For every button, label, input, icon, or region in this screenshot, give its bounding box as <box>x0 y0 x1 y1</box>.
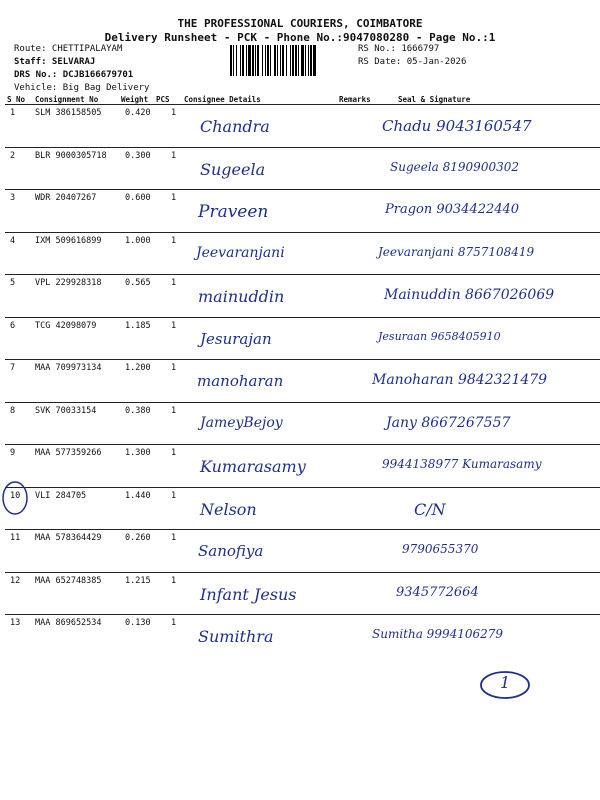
consignee-name: JameyBejoy <box>200 414 283 431</box>
consignment-number: VPL 229928318 <box>35 278 102 288</box>
signature: C/N <box>414 499 446 519</box>
route-label: Route: CHETTIPALAYAM <box>14 44 123 54</box>
row-weight: 1.200 <box>125 363 151 373</box>
row-weight: 1.185 <box>125 320 151 331</box>
signature: Jesuraan 9658405910 <box>378 329 501 343</box>
signature: Sumitha 9994106279 <box>372 627 504 641</box>
signature: Chadu 9043160547 <box>382 117 532 135</box>
consignee-name: Nelson <box>200 499 257 519</box>
row-sno: 2 <box>10 150 16 161</box>
row-sno: 3 <box>10 193 16 203</box>
row-weight: 0.565 <box>125 278 151 288</box>
consignee-name: Kumarasamy <box>200 457 306 476</box>
consignment-number: WDR 20407267 <box>35 193 97 203</box>
row-divider <box>5 529 600 530</box>
col-consignment: Consignment No <box>35 95 99 104</box>
signature: 9944138977 Kumarasamy <box>382 457 542 471</box>
consignment-number: SLM 386158505 <box>35 108 102 118</box>
row-pcs: 1 <box>171 618 177 628</box>
row-pcs: 1 <box>171 363 177 373</box>
consignment-number: SVK 70033154 <box>35 405 97 416</box>
circle-mark-icon <box>0 478 32 518</box>
rs-number: RS No.: 1666797 <box>358 44 440 54</box>
staff-label: Staff: SELVARAJ <box>14 57 96 67</box>
consignee-name: Infant Jesus <box>200 584 297 604</box>
row-weight: 1.215 <box>125 575 151 586</box>
row-sno: 10 <box>10 490 21 501</box>
row-sno: 7 <box>10 363 16 373</box>
consignment-number: MAA 577359266 <box>35 448 102 458</box>
signature: 9345772664 <box>396 584 479 600</box>
row-divider <box>5 317 600 318</box>
col-pcs: PCS <box>156 95 170 104</box>
col-signature: Seal & Signature <box>398 95 471 104</box>
row-sno: 1 <box>10 108 16 118</box>
row-divider <box>5 444 600 445</box>
page-mark: 1 <box>500 673 511 692</box>
row-pcs: 1 <box>171 278 177 288</box>
signature: Mainuddin 8667026069 <box>384 287 555 303</box>
row-divider <box>5 402 600 403</box>
row-weight: 1.440 <box>125 490 151 501</box>
row-sno: 9 <box>10 448 16 458</box>
row-divider <box>5 147 600 148</box>
row-divider <box>5 614 600 615</box>
consignee-name: Chandra <box>200 117 270 136</box>
consignee-name: Sanofiya <box>198 542 264 560</box>
row-pcs: 1 <box>171 533 177 543</box>
row-pcs: 1 <box>171 193 177 203</box>
row-weight: 0.380 <box>125 405 151 416</box>
row-pcs: 1 <box>171 405 177 416</box>
row-sno: 6 <box>10 320 16 331</box>
row-weight: 1.000 <box>125 235 151 246</box>
row-divider <box>5 487 600 488</box>
row-pcs: 1 <box>171 575 177 586</box>
row-weight: 0.300 <box>125 150 151 161</box>
runsheet-subtitle: Delivery Runsheet - PCK - Phone No.:9047080280 - Page No.:1 <box>104 31 496 44</box>
signature: Jeevaranjani 8757108419 <box>378 244 535 259</box>
consignee-name: Praveen <box>198 202 269 222</box>
signature: Sugeela 8190900302 <box>390 159 519 174</box>
col-sno: S No <box>7 95 26 104</box>
col-remarks: Remarks <box>339 95 371 104</box>
consignee-name: Jeevaranjani <box>196 244 285 261</box>
consignment-number: TCG 42098079 <box>35 320 97 331</box>
row-sno: 8 <box>10 405 16 416</box>
col-consignee: Consignee Details <box>184 95 261 104</box>
row-pcs: 1 <box>171 490 177 501</box>
row-divider <box>5 359 600 360</box>
runsheet-title: THE PROFESSIONAL COURIERS, COIMBATORE <box>177 17 423 30</box>
signature: 9790655370 <box>402 542 479 556</box>
row-weight: 0.600 <box>125 193 151 203</box>
consignment-number: MAA 869652534 <box>35 618 102 628</box>
signature: Pragon 9034422440 <box>385 202 520 217</box>
consignment-number: MAA 578364429 <box>35 533 102 543</box>
consignment-number: VLI 284705 <box>35 490 87 501</box>
barcode-icon <box>230 45 355 76</box>
row-sno: 4 <box>10 235 16 246</box>
row-weight: 0.260 <box>125 533 151 543</box>
consignee-name: Sumithra <box>198 627 274 646</box>
signature: Jany 8667267557 <box>386 414 511 431</box>
row-divider <box>5 274 600 275</box>
row-pcs: 1 <box>171 235 177 246</box>
row-divider <box>5 232 600 233</box>
consignment-number: BLR 9000305718 <box>35 150 107 161</box>
row-pcs: 1 <box>171 108 177 118</box>
row-pcs: 1 <box>171 150 177 161</box>
vehicle-label: Vehicle: Big Bag Delivery <box>14 83 150 93</box>
row-sno: 12 <box>10 575 21 586</box>
consignment-number: IXM 509616899 <box>35 235 102 246</box>
drs-label: DRS No.: DCJB166679701 <box>14 70 134 80</box>
row-pcs: 1 <box>171 448 177 458</box>
consignee-name: mainuddin <box>198 287 285 306</box>
row-weight: 1.300 <box>125 448 151 458</box>
consignment-number: MAA 709973134 <box>35 363 102 373</box>
row-divider <box>5 572 600 573</box>
rs-date: RS Date: 05-Jan-2026 <box>358 57 467 67</box>
row-weight: 0.130 <box>125 618 151 628</box>
col-weight: Weight <box>121 95 149 104</box>
header-divider <box>5 104 600 105</box>
row-sno: 11 <box>10 533 21 543</box>
row-divider <box>5 189 600 190</box>
row-weight: 0.420 <box>125 108 151 118</box>
consignee-name: Jesurajan <box>200 329 272 348</box>
consignee-name: Sugeela <box>200 159 266 179</box>
row-sno: 5 <box>10 278 16 288</box>
row-pcs: 1 <box>171 320 177 331</box>
consignee-name: manoharan <box>197 372 284 390</box>
consignment-number: MAA 652748385 <box>35 575 102 586</box>
signature: Manoharan 9842321479 <box>372 372 548 388</box>
row-sno: 13 <box>10 618 21 628</box>
